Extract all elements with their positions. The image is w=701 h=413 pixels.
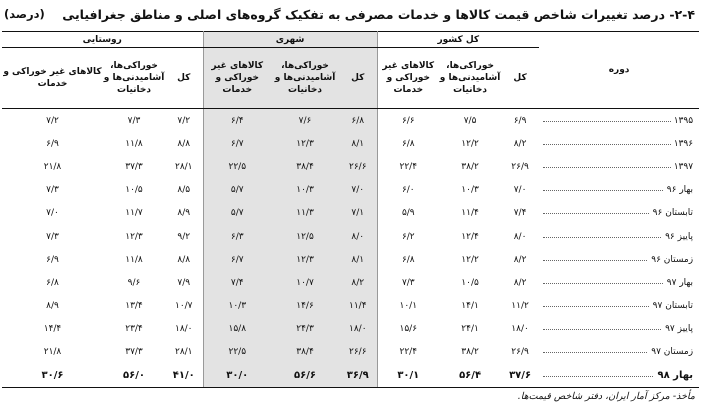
value-cell: ۵۶/۰ — [103, 364, 165, 388]
value-cell: ۲۱/۸ — [43, 347, 62, 358]
value-cell: ۶/۴ — [203, 109, 271, 133]
value-cell: ۲۱/۸ — [43, 161, 62, 172]
value-cell: ۲۸/۱ — [174, 161, 193, 172]
value-cell: ۲۸/۱ — [174, 347, 193, 358]
table-row — [2, 132, 699, 155]
value-cell: ۷/۳ — [46, 231, 59, 242]
value-cell: ۱۰/۳ — [461, 185, 479, 196]
value-cell: ۴۱/۰ — [165, 364, 203, 388]
value-cell: ۲۶/۹ — [511, 161, 529, 172]
group-header-national: کل کشور — [377, 32, 539, 48]
sub-header-nonfood: کالاهای غیر خوراکی و خدمات — [2, 48, 103, 109]
period-cell — [539, 364, 699, 388]
sub-header-nonfood: کالاهای غیر خوراکی و خدمات — [203, 48, 271, 109]
table-row — [2, 155, 699, 178]
value-cell: ۸/۸ — [177, 254, 191, 265]
value-cell: ۶/۸ — [377, 132, 439, 155]
sub-header-total: کل — [339, 48, 377, 109]
value-cell: ۱۵/۸ — [203, 318, 271, 341]
value-cell: ۳۷/۳ — [125, 161, 143, 172]
value-cell: ۱۲/۲ — [461, 138, 479, 149]
value-cell: ۲۶/۶ — [339, 341, 377, 364]
value-cell: ۷/۰ — [339, 179, 377, 202]
value-cell: ۳۸/۲ — [461, 347, 479, 358]
table-row — [2, 341, 699, 364]
value-cell: ۲۲/۴ — [377, 341, 439, 364]
value-cell: ۷/۶ — [271, 109, 339, 133]
value-cell: ۸/۲ — [339, 271, 377, 294]
value-cell: ۱۱/۸ — [125, 254, 143, 265]
title-row — [0, 0, 701, 30]
value-cell: ۲۲/۵ — [203, 341, 271, 364]
value-cell: ۶/۳ — [203, 225, 271, 248]
value-cell: ۱۱/۷ — [125, 208, 143, 219]
value-cell: ۸/۸ — [177, 138, 191, 149]
value-cell: ۲۶/۶ — [339, 155, 377, 178]
value-cell: ۲۴/۳ — [271, 318, 339, 341]
value-cell: ۷/۰ — [46, 208, 59, 219]
value-cell: ۷/۳ — [127, 115, 141, 126]
value-cell: ۸/۱ — [339, 132, 377, 155]
value-cell: ۱۸/۰ — [511, 324, 529, 335]
table-row — [2, 179, 699, 202]
period-header: دوره — [539, 32, 699, 109]
value-cell: ۸/۱ — [339, 248, 377, 271]
period-cell — [539, 341, 699, 364]
period-label: تابستان ۹۶ — [650, 208, 693, 218]
value-cell: ۶/۹ — [513, 115, 527, 126]
value-cell: ۸/۲ — [513, 138, 527, 149]
value-cell: ۵/۷ — [203, 179, 271, 202]
value-cell: ۵/۹ — [377, 202, 439, 225]
value-cell: ۶/۸ — [377, 248, 439, 271]
value-cell: ۱۲/۳ — [125, 231, 143, 242]
period-label: پاییز ۹۶ — [662, 232, 693, 242]
table-body — [2, 109, 699, 388]
value-cell: ۸/۲ — [513, 254, 527, 265]
value-cell: ۱۱/۳ — [271, 202, 339, 225]
value-cell: ۱۱/۴ — [461, 208, 479, 219]
sub-header-food: خوراکی‌ها، آشامیدنی‌ها و دخانیات — [103, 48, 165, 109]
value-cell: ۱۰/۷ — [271, 271, 339, 294]
value-cell: ۶/۷ — [203, 132, 271, 155]
value-cell: ۲۲/۵ — [203, 155, 271, 178]
value-cell: ۱۳/۴ — [125, 301, 143, 312]
group-header-rural: روستایی — [2, 32, 203, 48]
table-row — [2, 202, 699, 225]
value-cell: ۸/۰ — [513, 231, 527, 242]
value-cell: ۱۴/۱ — [461, 301, 479, 312]
period-label: زمستان ۹۷ — [648, 347, 693, 357]
header-group-row — [2, 32, 699, 48]
period-cell — [539, 109, 699, 133]
value-cell: ۸/۹ — [46, 301, 59, 312]
value-cell: ۹/۲ — [177, 231, 191, 242]
value-cell: ۶/۲ — [377, 225, 439, 248]
value-cell: ۳۰/۱ — [377, 364, 439, 388]
value-cell: ۱۰/۷ — [174, 301, 193, 312]
table-row — [2, 295, 699, 318]
period-label: بهار ۹۶ — [664, 185, 693, 195]
value-cell: ۱۰/۳ — [203, 295, 271, 318]
value-cell: ۵۶/۶ — [271, 364, 339, 388]
value-cell: ۱۲/۳ — [271, 248, 339, 271]
sub-header-nonfood: کالاهای غیر خوراکی و خدمات — [377, 48, 439, 109]
table-title: ۲-۴- درصد تغییرات شاخص قیمت کالاها و خدمات مصرفی به تفکیک گروه‌های اصلی و مناطق جغرافیایی — [62, 7, 695, 22]
source-note: مأخذ- مرکز آمار ایران، دفتر شاخص قیمت‌ها. — [517, 391, 695, 402]
table-row — [2, 248, 699, 271]
value-cell: ۷/۱ — [339, 202, 377, 225]
sub-header-food: خوراکی‌ها، آشامیدنی‌ها و دخانیات — [439, 48, 501, 109]
period-cell — [539, 179, 699, 202]
period-cell — [539, 295, 699, 318]
value-cell: ۳۷/۳ — [125, 347, 143, 358]
group-header-urban: شهری — [203, 32, 377, 48]
value-cell: ۶/۸ — [46, 277, 59, 288]
value-cell: ۱۱/۴ — [339, 295, 377, 318]
period-label: تابستان ۹۷ — [650, 301, 693, 311]
value-cell: ۵/۷ — [203, 202, 271, 225]
value-cell: ۲۶/۹ — [511, 347, 529, 358]
value-cell: ۳۶/۹ — [339, 364, 377, 388]
period-cell — [539, 318, 699, 341]
value-cell: ۶/۹ — [46, 254, 59, 265]
value-cell: ۷/۳ — [46, 185, 59, 196]
period-label: ۱۳۹۵ — [671, 116, 693, 126]
sub-header-total: کل — [501, 48, 539, 109]
period-label: پاییز ۹۷ — [662, 324, 693, 334]
value-cell: ۸/۹ — [177, 208, 191, 219]
value-cell: ۱۱/۸ — [125, 138, 143, 149]
sub-header-food: خوراکی‌ها، آشامیدنی‌ها و دخانیات — [271, 48, 339, 109]
value-cell: ۳۰/۶ — [2, 364, 103, 388]
value-cell: ۷/۴ — [513, 208, 527, 219]
value-cell: ۱۵/۶ — [377, 318, 439, 341]
period-cell — [539, 248, 699, 271]
value-cell: ۷/۳ — [377, 271, 439, 294]
period-cell — [539, 155, 699, 178]
value-cell: ۶/۸ — [339, 109, 377, 133]
price-change-table — [2, 31, 699, 388]
value-cell: ۳۷/۶ — [501, 364, 539, 388]
unit-label: (درصد) — [4, 7, 45, 21]
value-cell: ۱۲/۵ — [271, 225, 339, 248]
value-cell: ۳۸/۴ — [271, 341, 339, 364]
period-cell — [539, 132, 699, 155]
value-cell: ۷/۲ — [177, 115, 191, 126]
value-cell: ۷/۹ — [177, 277, 191, 288]
value-cell: ۲۳/۴ — [125, 324, 143, 335]
table-row — [2, 225, 699, 248]
value-cell: ۱۲/۳ — [271, 132, 339, 155]
value-cell: ۹/۶ — [127, 277, 141, 288]
value-cell: ۶/۷ — [203, 248, 271, 271]
table-row — [2, 318, 699, 341]
value-cell: ۳۰/۰ — [203, 364, 271, 388]
period-label: ۱۳۹۷ — [671, 162, 693, 172]
value-cell: ۶/۶ — [377, 109, 439, 133]
value-cell: ۷/۲ — [46, 115, 59, 126]
period-label: بهار ۹۸ — [654, 370, 693, 381]
value-cell: ۷/۰ — [513, 185, 527, 196]
period-label: بهار ۹۷ — [664, 278, 693, 288]
value-cell: ۶/۹ — [46, 138, 59, 149]
value-cell: ۸/۰ — [339, 225, 377, 248]
value-cell: ۱۰/۵ — [125, 185, 143, 196]
value-cell: ۲۲/۴ — [377, 155, 439, 178]
value-cell: ۱۴/۶ — [271, 295, 339, 318]
value-cell: ۷/۴ — [203, 271, 271, 294]
value-cell: ۱۰/۵ — [461, 277, 479, 288]
value-cell: ۱۴/۴ — [43, 324, 62, 335]
table-row — [2, 271, 699, 294]
period-cell — [539, 225, 699, 248]
value-cell: ۱۰/۱ — [377, 295, 439, 318]
value-cell: ۸/۲ — [513, 277, 527, 288]
value-cell: ۶/۰ — [377, 179, 439, 202]
value-cell: ۳۸/۲ — [461, 161, 479, 172]
value-cell: ۳۸/۴ — [271, 155, 339, 178]
value-cell: ۸/۵ — [177, 185, 191, 196]
value-cell: ۱۱/۲ — [511, 301, 529, 312]
value-cell: ۱۰/۳ — [271, 179, 339, 202]
value-cell: ۷/۵ — [463, 115, 477, 126]
value-cell: ۱۸/۰ — [339, 318, 377, 341]
period-label: زمستان ۹۶ — [648, 255, 693, 265]
value-cell: ۱۲/۲ — [461, 254, 479, 265]
value-cell: ۵۶/۴ — [439, 364, 501, 388]
table-row — [2, 109, 699, 133]
period-cell — [539, 271, 699, 294]
period-cell — [539, 202, 699, 225]
table-row — [2, 364, 699, 388]
value-cell: ۱۲/۴ — [461, 231, 479, 242]
value-cell: ۱۸/۰ — [174, 324, 193, 335]
value-cell: ۲۴/۱ — [461, 324, 479, 335]
sub-header-total: کل — [165, 48, 203, 109]
period-label: ۱۳۹۶ — [671, 139, 693, 149]
